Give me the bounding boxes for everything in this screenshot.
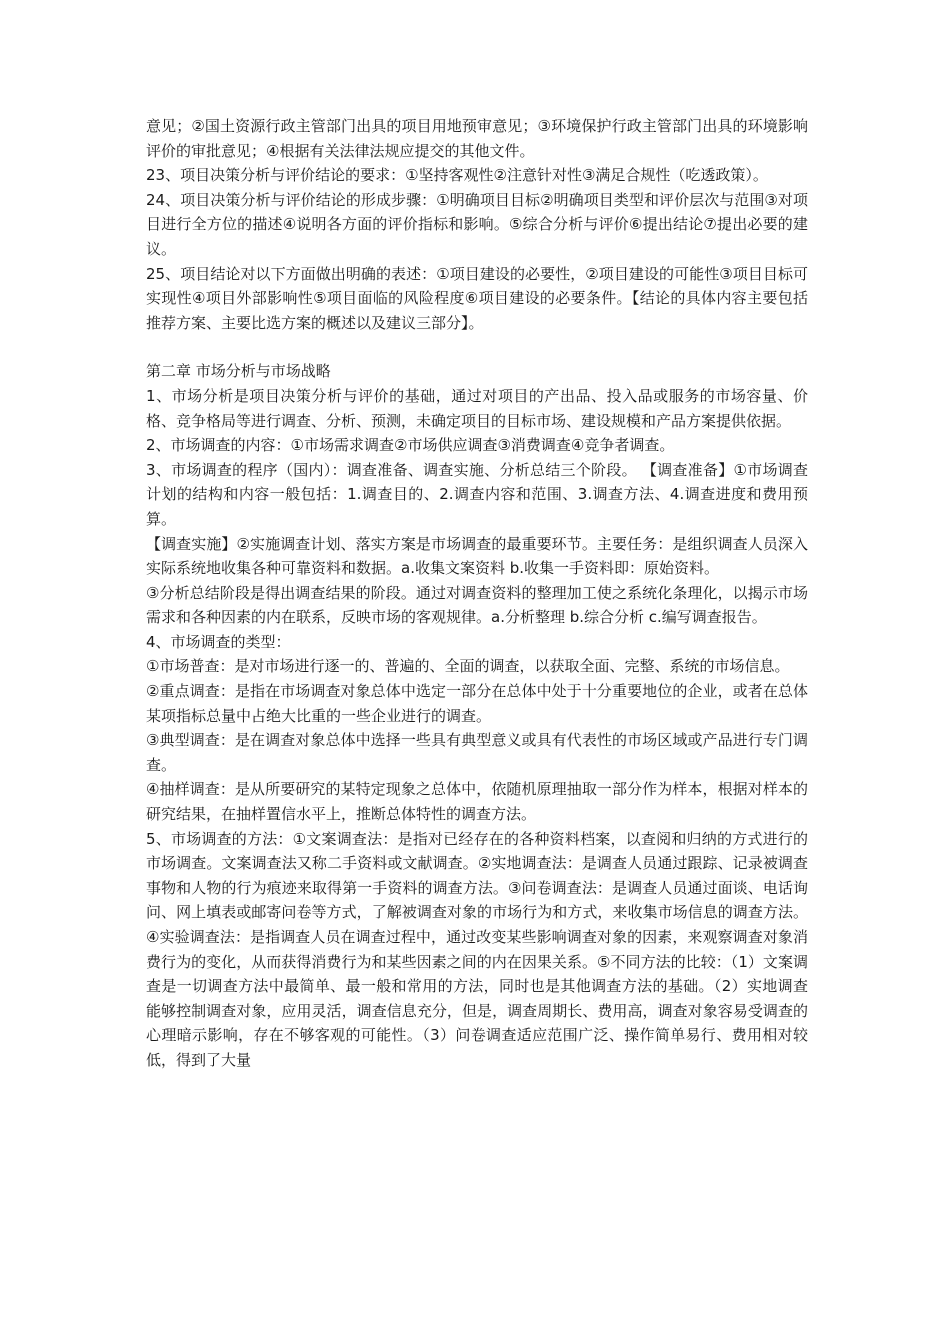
paragraph-key-survey: ②重点调查：是指在市场调查对象总体中选定一部分在总体中处于十分重要地位的企业，或者在总体某项指标总量中占绝大比重的一些企业进行的调查。 [146,682,808,725]
paragraph-item-4: 4、市场调查的类型： [146,632,291,651]
section-spacer [146,335,808,359]
paragraph-survey-implementation: 【调查实施】②实施调查计划、落实方案是市场调查的最重要环节。主要任务：是组织调查人员深入实际系统地收集各种可靠资料和数据。a.收集文案资料 b.收集一手资料即：原始资料。 [146,534,808,578]
paragraph-item-25: 25、项目结论对以下方面做出明确的表述：①项目建设的必要性，②项目建设的可能性③项目目标可实现性④项目外部影响性⑤项目面临的风险程度⑥项目建设的必要条件。【结论的具体内容主要包括推荐方案、主要比选方案的概述以及建议三部分】。 [146,264,808,332]
paragraph-item-5: 5、市场调查的方法：①文案调查法：是指对已经存在的各种资料档案，以查阅和归纳的方式进行的市场调查。文案调查法又称二手资料或文献调查。②实地调查法：是调查人员通过跟踪、记录被调查事物和人物的行为痕迹来取得第一手资料的调查方法。③问卷调查法：是调查人员通过面谈、电话询问、网上填表或邮寄问卷等方式，了解被调查对象的市场行为和方式，来收集市场信息的调查方法。④实验调查法：是指调查人员在调查过程中，通过改变某些影响调查对象的因素，来观察调查对象消费行为的变化，从而获得消费行为和某些因素之间的内在因果关系。⑤不同方法的比较：（1）文案调查是一切调查方法中最简单、最一般和常用的方法，同时也是其他调查方法的基础。（2）实地调查能够控制调查对象，应用灵活，调查信息充分，但是，调查周期长、费用高，调查对象容易受调查的心理暗示影响，存在不够客观的可能性。（3）问卷调查适应范围广泛、操作简单易行、费用相对较低，得到了大量 [146,829,808,1069]
chapter-title: 第二章 市场分析与市场战略 [146,362,331,381]
paragraph-item-1: 1、市场分析是项目决策分析与评价的基础，通过对项目的产出品、投入品或服务的市场容量、价格、竞争格局等进行调查、分析、预测，未确定项目的目标市场、建设规模和产品方案提供依据。 [146,386,808,430]
paragraph-approval-documents: 意见；②国土资源行政主管部门出具的项目用地预审意见；③环境保护行政主管部门出具的环境影响评价的审批意见；④根据有关法律法规应提交的其他文件。 [146,117,808,160]
paragraph-item-2: 2、市场调查的内容：①市场需求调查②市场供应调查③消费调查④竞争者调查。 [146,436,675,455]
paragraph-typical-survey: ③典型调查：是在调查对象总体中选择一些具有典型意义或具有代表性的市场区域或产品进行专门调查。 [146,731,808,774]
paragraph-item-24: 24、项目决策分析与评价结论的形成步骤：①明确项目目标②明确项目类型和评价层次与范围③对项目进行全方位的描述④说明各方面的评价指标和影响。⑤综合分析与评价⑥提出结论⑦提出必要的建议。 [146,190,808,258]
paragraph-item-23: 23、项目决策分析与评价结论的要求：①坚持客观性②注意针对性③满足合规性（吃透政策）。 [146,166,768,185]
paragraph-sampling-survey: ④抽样调查：是从所要研究的某特定现象之总体中，依随机原理抽取一部分作为样本，根据对样本的研究结果，在抽样置信水平上，推断总体特性的调查方法。 [146,780,808,824]
document-page [146,114,808,1073]
paragraph-item-3: 3、市场调查的程序（国内）：调查准备、调查实施、分析总结三个阶段。 【调查准备】①市场调查计划的结构和内容一般包括：1.调查目的、2.调查内容和范围、3.调查方法、4.调查进度和费用预算。 [146,460,808,528]
paragraph-census: ①市场普查：是对市场进行逐一的、普遍的、全面的调查，以获取全面、完整、系统的市场信息。 [146,657,790,676]
paragraph-analysis-summary: ③分析总结阶段是得出调查结果的阶段。通过对调查资料的整理加工使之系统化条理化，以揭示市场需求和各种因素的内在联系，反映市场的客观规律。a.分析整理 b.综合分析 c.编写调查报告。 [146,583,808,627]
